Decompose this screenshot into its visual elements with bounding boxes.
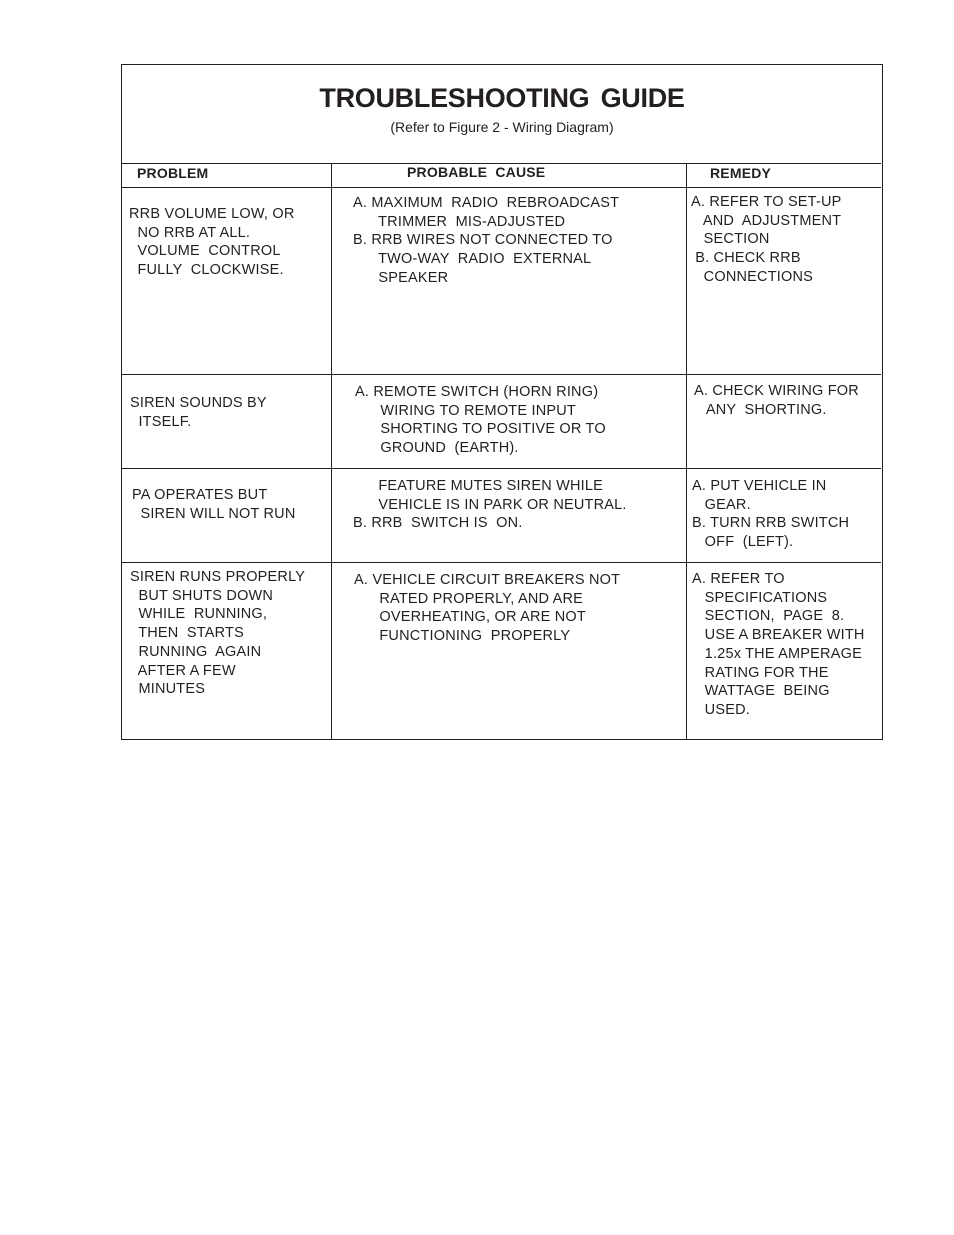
- row-separator-2: [122, 468, 881, 469]
- remedy-line: A. CHECK WIRING FOR: [694, 383, 859, 399]
- row-2-probable-cause: [355, 383, 606, 458]
- row-4-probable-cause: [354, 571, 620, 646]
- remedy-line: 1.25x THE AMPERAGE: [692, 645, 862, 662]
- remedy-line: OFF (LEFT).: [692, 534, 794, 551]
- row-3-problem: [132, 486, 296, 523]
- remedy-line: A. REFER TO: [692, 571, 785, 587]
- remedy-line: A. PUT VEHICLE IN: [692, 478, 827, 494]
- row-1-problem: [129, 205, 295, 280]
- column-divider-2: [686, 163, 687, 739]
- remedy-line: B. TURN RRB SWITCH: [692, 515, 850, 532]
- troubleshooting-guide-table: [121, 64, 883, 740]
- remedy-line: WATTAGE BEING: [692, 683, 830, 700]
- row-4-remedy: [692, 570, 865, 720]
- row-4-problem: [130, 568, 305, 699]
- cause-line: TWO-WAY RADIO EXTERNAL: [353, 251, 592, 268]
- column-header-probable-cause: PROBABLE CAUSE: [407, 164, 546, 180]
- column-header-remedy: REMEDY: [710, 165, 772, 181]
- row-1-probable-cause: [353, 194, 619, 288]
- cause-line: VEHICLE IS IN PARK OR NEUTRAL.: [353, 496, 627, 513]
- guide-subtitle: (Refer to Figure 2 - Wiring Diagram): [390, 119, 614, 135]
- column-divider-1: [331, 163, 332, 739]
- cause-line: SHORTING TO POSITIVE OR TO: [355, 421, 606, 438]
- header-bottom-rule: [122, 187, 881, 188]
- problem-line: AFTER A FEW: [130, 662, 236, 679]
- row-3-remedy: [692, 477, 849, 552]
- cause-line: B. RRB SWITCH IS ON.: [353, 515, 523, 532]
- problem-line: MINUTES: [130, 681, 206, 698]
- problem-line: SIREN WILL NOT RUN: [132, 505, 296, 522]
- remedy-line: AND ADJUSTMENT: [691, 212, 842, 229]
- cause-line: WIRING TO REMOTE INPUT: [355, 402, 576, 419]
- cause-line: TRIMMER MIS-ADJUSTED: [353, 213, 566, 230]
- remedy-line: B. CHECK RRB: [691, 250, 801, 267]
- problem-line: THEN STARTS: [130, 625, 244, 642]
- problem-line: RUNNING AGAIN: [130, 643, 262, 660]
- cause-line: A. MAXIMUM RADIO REBROADCAST: [353, 195, 620, 211]
- remedy-line: RATING FOR THE: [692, 664, 829, 681]
- row-separator-3: [122, 562, 881, 563]
- problem-line: VOLUME CONTROL: [129, 243, 281, 260]
- remedy-line: USE A BREAKER WITH: [692, 627, 865, 644]
- remedy-line: SPECIFICATIONS: [692, 589, 828, 606]
- row-3-probable-cause: [353, 477, 627, 533]
- cause-line: FUNCTIONING PROPERLY: [354, 628, 571, 645]
- cause-line: A. REMOTE SWITCH (HORN RING): [355, 384, 599, 400]
- problem-line: SIREN RUNS PROPERLY: [130, 569, 306, 585]
- row-separator-1: [122, 374, 881, 375]
- cause-line: RATED PROPERLY, AND ARE: [354, 590, 584, 607]
- problem-line: WHILE RUNNING,: [130, 606, 268, 623]
- cause-line: A. VEHICLE CIRCUIT BREAKERS NOT: [354, 572, 621, 588]
- row-2-remedy: [694, 382, 859, 419]
- cause-line: B. RRB WIRES NOT CONNECTED TO: [353, 232, 613, 249]
- row-1-remedy: [691, 193, 842, 287]
- problem-line: SIREN SOUNDS BY: [130, 395, 267, 411]
- remedy-line: SECTION: [691, 231, 770, 248]
- remedy-line: CONNECTIONS: [691, 268, 814, 285]
- problem-line: ITSELF.: [130, 413, 192, 430]
- remedy-line: A. REFER TO SET-UP: [691, 194, 842, 210]
- cause-line: FEATURE MUTES SIREN WHILE: [353, 478, 604, 494]
- cause-line: GROUND (EARTH).: [355, 440, 519, 457]
- remedy-line: GEAR.: [692, 496, 751, 513]
- column-header-problem: PROBLEM: [137, 165, 209, 181]
- problem-line: NO RRB AT ALL.: [129, 224, 251, 241]
- problem-line: PA OPERATES BUT: [132, 487, 268, 503]
- remedy-line: SECTION, PAGE 8.: [692, 608, 845, 625]
- cause-line: SPEAKER: [353, 269, 449, 286]
- remedy-line: USED.: [692, 701, 750, 718]
- cause-line: OVERHEATING, OR ARE NOT: [354, 609, 586, 626]
- problem-line: FULLY CLOCKWISE.: [129, 262, 284, 279]
- remedy-line: ANY SHORTING.: [694, 401, 827, 418]
- row-2-problem: [130, 394, 267, 431]
- problem-line: RRB VOLUME LOW, OR: [129, 206, 295, 222]
- guide-title: TROUBLESHOOTING GUIDE: [319, 83, 685, 113]
- problem-line: BUT SHUTS DOWN: [130, 587, 274, 604]
